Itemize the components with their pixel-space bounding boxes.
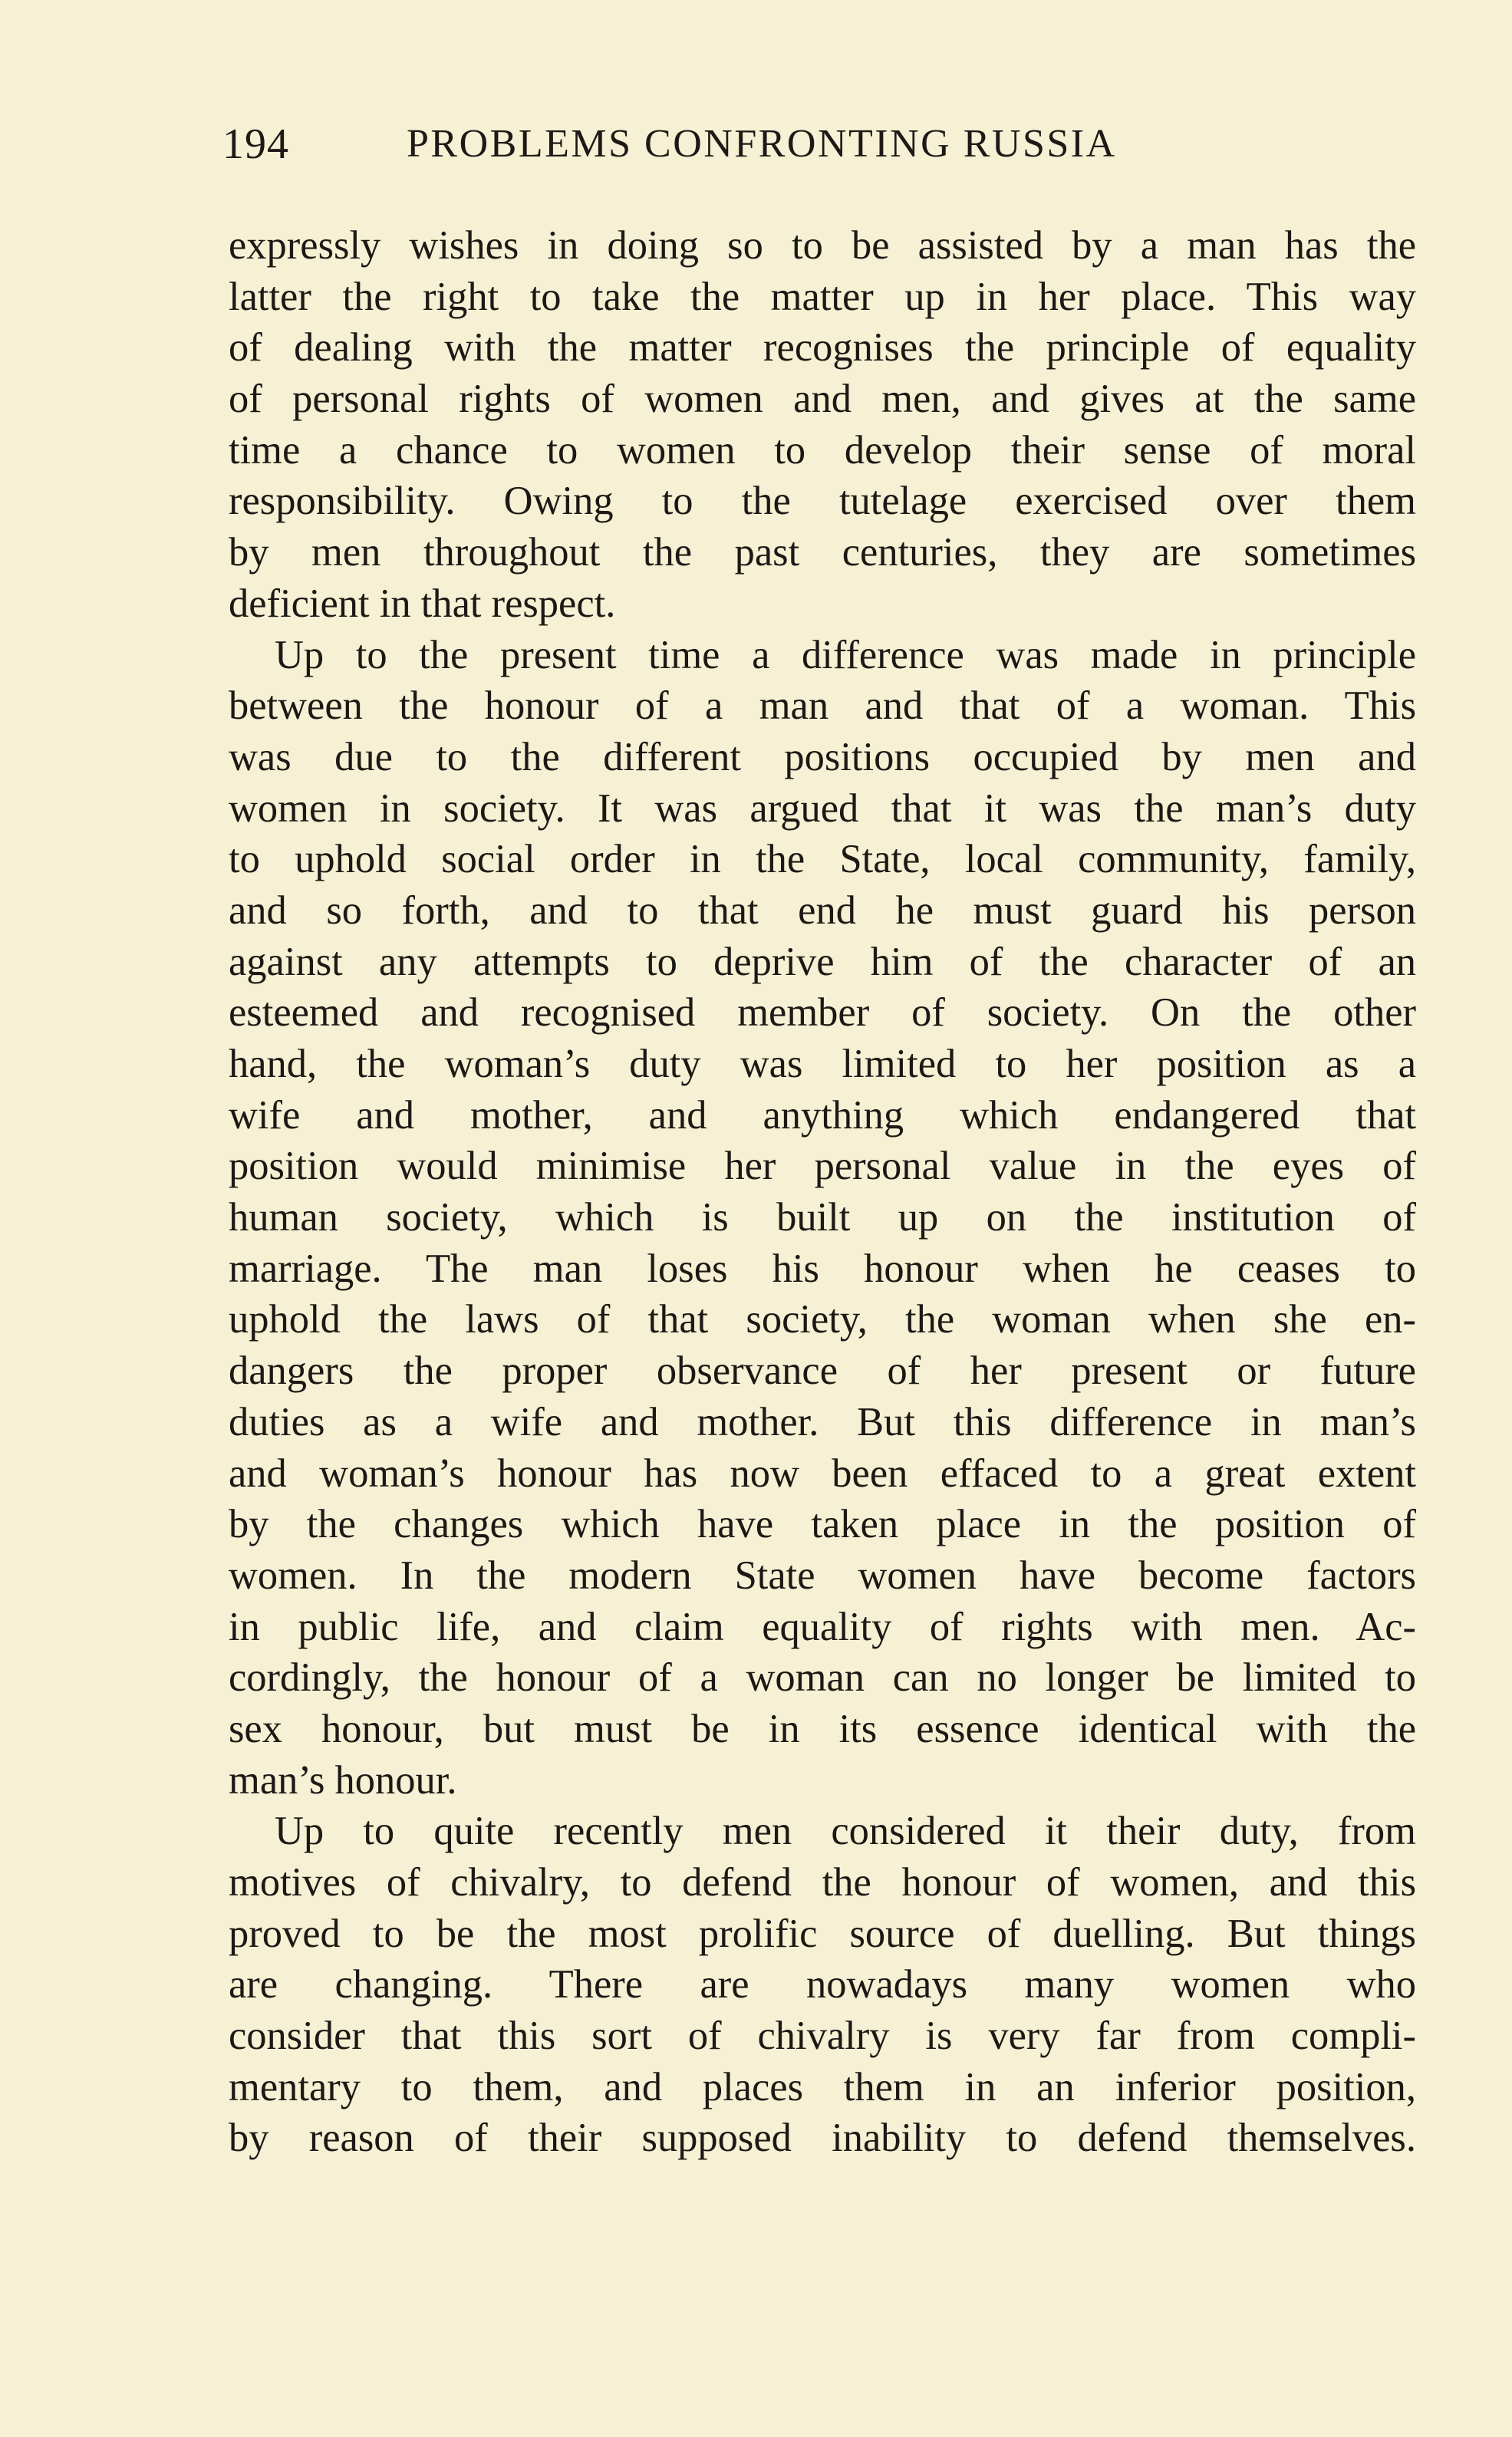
text-line: cordingly, the honour of a woman can no longer be limited to bbox=[229, 1655, 1416, 1701]
text-line: by men throughout the past centuries, they are sometimes bbox=[229, 530, 1416, 575]
paragraph-3 bbox=[229, 1806, 1416, 2164]
text-line: was due to the different positions occupied by men and bbox=[229, 734, 1416, 779]
text-line: duties as a wife and mother. But this difference in man’s bbox=[229, 1399, 1416, 1444]
running-head: PROBLEMS CONFRONTING RUSSIA bbox=[407, 122, 1117, 166]
text-line: sex honour, but must be in its essence identical with the bbox=[229, 1706, 1416, 1751]
text-line: position would minimise her personal value in the eyes of bbox=[229, 1144, 1416, 1189]
text-line: marriage. The man loses his honour when he ceases to bbox=[229, 1246, 1416, 1291]
text-line: of personal rights of women and men, and gives at the same bbox=[229, 377, 1416, 422]
text-line: women. In the modern State women have become factors bbox=[229, 1553, 1416, 1598]
text-line: uphold the laws of that society, the woman when she en- bbox=[229, 1297, 1416, 1342]
text-line: dangers the proper observance of her present or future bbox=[229, 1349, 1416, 1394]
text-line: consider that this sort of chivalry is very far from compli- bbox=[229, 2014, 1416, 2059]
text-line: between the honour of a man and that of a woman. This bbox=[229, 683, 1416, 729]
text-line: Up to quite recently men considered it their duty, from bbox=[275, 1809, 1416, 1854]
text-line: and so forth, and to that end he must guard his person bbox=[229, 888, 1416, 933]
paragraph-1 bbox=[229, 220, 1416, 630]
text-line: are changing. There are nowadays many women who bbox=[229, 1962, 1416, 2007]
text-line: proved to be the most prolific source of duelling. But things bbox=[229, 1911, 1416, 1956]
text-line: motives of chivalry, to defend the honour of women, and this bbox=[229, 1860, 1416, 1905]
text-line: against any attempts to deprive him of the character of an bbox=[229, 939, 1416, 984]
text-line: to uphold social order in the State, local community, family, bbox=[229, 837, 1416, 882]
page-header bbox=[222, 114, 1419, 175]
text-line: and woman’s honour has now been effaced to a great extent bbox=[229, 1451, 1416, 1496]
text-line: latter the right to take the matter up in her place. This way bbox=[229, 274, 1416, 319]
text-line: human society, which is built up on the institution of bbox=[229, 1195, 1416, 1240]
body-text bbox=[229, 220, 1416, 2164]
text-line: of dealing with the matter recognises the principle of equality bbox=[229, 325, 1416, 370]
text-line: esteemed and recognised member of society. On the other bbox=[229, 990, 1416, 1036]
text-line: expressly wishes in doing so to be assisted by a man has the bbox=[229, 223, 1416, 268]
text-line: hand, the woman’s duty was limited to her position as a bbox=[229, 1042, 1416, 1086]
text-line: by the changes which have taken place in the position of bbox=[229, 1502, 1416, 1547]
text-line: by reason of their supposed inability to defend themselves. bbox=[229, 2116, 1416, 2161]
text-line: time a chance to women to develop their sense of moral bbox=[229, 427, 1416, 473]
page-number: 194 bbox=[222, 120, 289, 168]
text-line: women in society. It was argued that it was the man’s duty bbox=[229, 785, 1416, 831]
text-line: wife and mother, and anything which endangered that bbox=[229, 1092, 1416, 1138]
text-line: responsibility. Owing to the tutelage exercised over them bbox=[229, 479, 1416, 524]
paragraph-2 bbox=[229, 630, 1416, 1806]
text-line: in public life, and claim equality of rights with men. Ac- bbox=[229, 1604, 1416, 1649]
text-line: mentary to them, and places them in an inferior position, bbox=[229, 2064, 1416, 2109]
text-line: man’s honour. bbox=[229, 1757, 457, 1803]
text-line: Up to the present time a difference was made in principle bbox=[275, 632, 1416, 677]
text-line: deficient in that respect. bbox=[229, 581, 616, 626]
